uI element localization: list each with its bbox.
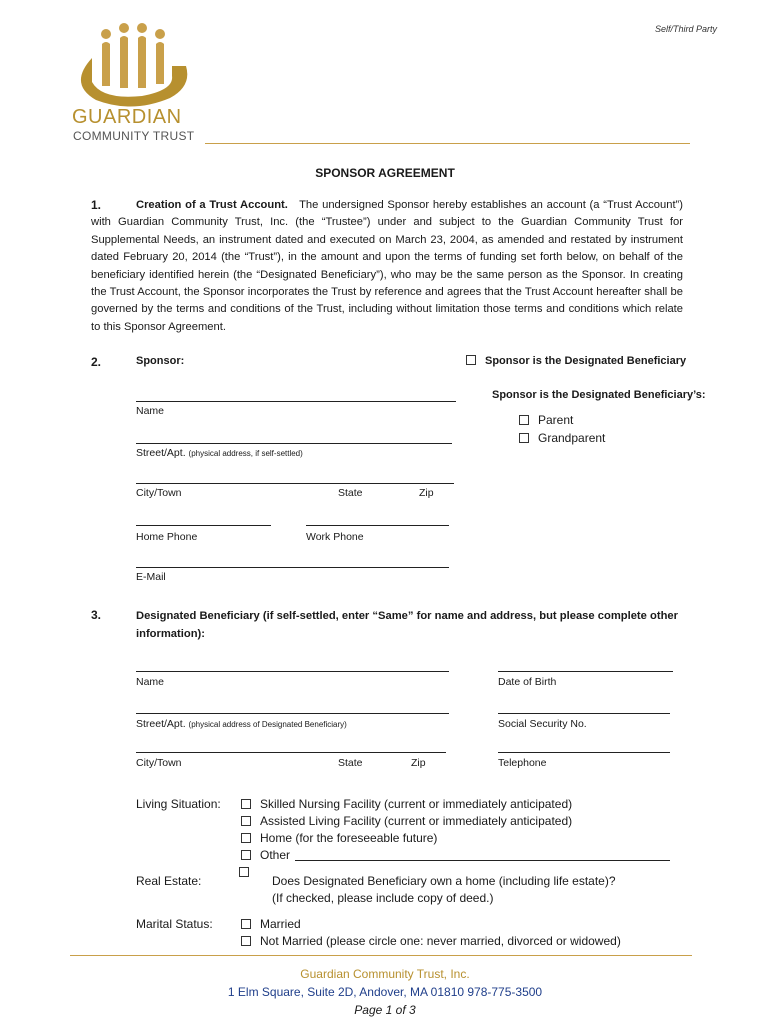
section2-number: 2. bbox=[91, 355, 102, 369]
married-checkbox[interactable] bbox=[241, 919, 251, 929]
beneficiary-ssn-label: Social Security No. bbox=[498, 718, 587, 730]
sponsor-name-label: Name bbox=[136, 405, 165, 417]
sponsor-zip-label: Zip bbox=[419, 487, 434, 499]
sponsor-email-label: E-Mail bbox=[136, 571, 166, 583]
grandparent-checkbox[interactable] bbox=[519, 433, 529, 443]
document-title: SPONSOR AGREEMENT bbox=[315, 166, 455, 180]
other-checkbox[interactable] bbox=[241, 850, 251, 860]
beneficiary-dob-field[interactable] bbox=[498, 671, 673, 672]
beneficiary-state-label: State bbox=[338, 757, 363, 769]
relation-heading: Sponsor is the Designated Beneficiary’s: bbox=[492, 389, 706, 401]
sponsor-street-note: (physical address, if self-settled) bbox=[188, 449, 303, 458]
sponsor-street-label: Street/Apt. (physical address, if self-settled) bbox=[136, 447, 303, 459]
sponsor-work-phone-label: Work Phone bbox=[306, 531, 364, 543]
beneficiary-city-field[interactable] bbox=[136, 752, 446, 753]
footer-organization: Guardian Community Trust, Inc. bbox=[300, 967, 470, 981]
parent-label: Parent bbox=[538, 413, 574, 427]
beneficiary-ssn-field[interactable] bbox=[498, 713, 670, 714]
beneficiary-street-label: Street/Apt. (physical address of Designated Beneficiary) bbox=[136, 718, 347, 730]
beneficiary-dob-label: Date of Birth bbox=[498, 676, 557, 688]
nursing-label: Skilled Nursing Facility (current or immediately anticipated) bbox=[260, 797, 573, 811]
real-estate-note: (If checked, please include copy of deed.) bbox=[272, 891, 494, 905]
sponsor-is-beneficiary-label: Sponsor is the Designated Beneficiary bbox=[485, 355, 687, 367]
sponsor-name-field[interactable] bbox=[136, 401, 456, 402]
living-option-other[interactable] bbox=[241, 848, 290, 862]
section1-body: The undersigned Sponsor hereby establishes an account (a “Trust Account”) with Guardian Community Trust, Inc. (the “Trustee”) under and subject to the Guardian Community Trust for Supplemental Needs, an instrument dated and executed on March 23, 2004, as amended and restated by instrument dated February 20, 2014 (the “Trust”), in the amount and upon the terms of funding set forth below, on behalf of the beneficiary identified herein (the “Designated Beneficiary”), who may be the same person as the Sponsor. In creating the Trust Account, the Sponsor incorporates the Trust by reference and agrees that the Trust Account hereafter shall be governed by the terms and conditions of the Trust, including without limitation those terms and conditions which relate to this Sponsor Agreement. bbox=[91, 199, 684, 333]
real-estate-checkbox[interactable] bbox=[239, 867, 249, 877]
beneficiary-city-label: City/Town bbox=[136, 757, 182, 769]
sponsor-home-phone-label: Home Phone bbox=[136, 531, 198, 543]
marital-option-married[interactable] bbox=[241, 917, 301, 931]
beneficiary-telephone-label: Telephone bbox=[498, 757, 547, 769]
relation-option-parent[interactable] bbox=[519, 413, 573, 427]
page-number: Page 1 of 3 bbox=[354, 1003, 416, 1017]
section1-number: 1. bbox=[91, 198, 102, 212]
assisted-checkbox[interactable] bbox=[241, 816, 251, 826]
section3-heading: Designated Beneficiary (if self-settled, enter “Same” for name and address, but please complete other information): bbox=[136, 610, 678, 640]
logo-subtitle: COMMUNITY TRUST bbox=[73, 129, 195, 143]
sponsor-is-beneficiary-checkbox[interactable] bbox=[466, 355, 476, 365]
married-label: Married bbox=[260, 917, 301, 931]
assisted-label: Assisted Living Facility (current or immediately anticipated) bbox=[260, 814, 573, 828]
not-married-checkbox[interactable] bbox=[241, 936, 251, 946]
not-married-label: Not Married (please circle one: never married, divorced or widowed) bbox=[260, 934, 621, 948]
living-option-assisted[interactable] bbox=[241, 814, 572, 828]
marital-status-label: Marital Status: bbox=[136, 917, 213, 931]
home-label: Home (for the foreseeable future) bbox=[260, 831, 438, 845]
sponsor-work-phone-field[interactable] bbox=[306, 525, 449, 526]
document-type-label: Self/Third Party bbox=[654, 24, 717, 34]
other-label: Other bbox=[260, 848, 291, 862]
real-estate-question: Does Designated Beneficiary own a home (including life estate)? bbox=[272, 874, 616, 888]
section3-number: 3. bbox=[91, 608, 102, 622]
beneficiary-name-label: Name bbox=[136, 676, 165, 688]
sponsor-is-beneficiary-option[interactable] bbox=[466, 355, 686, 367]
logo-wordmark: GUARDIAN bbox=[72, 106, 182, 128]
marital-option-not-married[interactable] bbox=[241, 934, 621, 948]
relation-option-grandparent[interactable] bbox=[519, 431, 605, 445]
living-situation-label: Living Situation: bbox=[136, 797, 221, 811]
sponsor-city-label: City/Town bbox=[136, 487, 182, 499]
sponsor-city-field[interactable] bbox=[136, 483, 454, 484]
footer-address: 1 Elm Square, Suite 2D, Andover, MA 01810 978-775-3500 bbox=[227, 985, 543, 999]
real-estate-label: Real Estate: bbox=[136, 874, 202, 888]
living-option-nursing[interactable] bbox=[241, 797, 572, 811]
header-divider bbox=[205, 143, 690, 144]
beneficiary-street-note: (physical address of Designated Beneficiary) bbox=[188, 720, 347, 729]
section2-heading: Sponsor: bbox=[136, 355, 185, 367]
other-specify-field[interactable] bbox=[295, 860, 670, 861]
section1-heading: Creation of a Trust Account. bbox=[136, 199, 288, 211]
beneficiary-zip-label: Zip bbox=[411, 757, 426, 769]
sponsor-home-phone-field[interactable] bbox=[136, 525, 271, 526]
sponsor-street-field[interactable] bbox=[136, 443, 452, 444]
beneficiary-telephone-field[interactable] bbox=[498, 752, 670, 753]
living-option-home[interactable] bbox=[241, 831, 437, 845]
parent-checkbox[interactable] bbox=[519, 415, 529, 425]
grandparent-label: Grandparent bbox=[538, 431, 606, 445]
sponsor-state-label: State bbox=[338, 487, 363, 499]
sponsor-email-field[interactable] bbox=[136, 567, 449, 568]
nursing-checkbox[interactable] bbox=[241, 799, 251, 809]
footer-divider bbox=[70, 955, 692, 956]
home-checkbox[interactable] bbox=[241, 833, 251, 843]
beneficiary-name-field[interactable] bbox=[136, 671, 449, 672]
section1-paragraph bbox=[91, 197, 683, 336]
beneficiary-street-field[interactable] bbox=[136, 713, 449, 714]
